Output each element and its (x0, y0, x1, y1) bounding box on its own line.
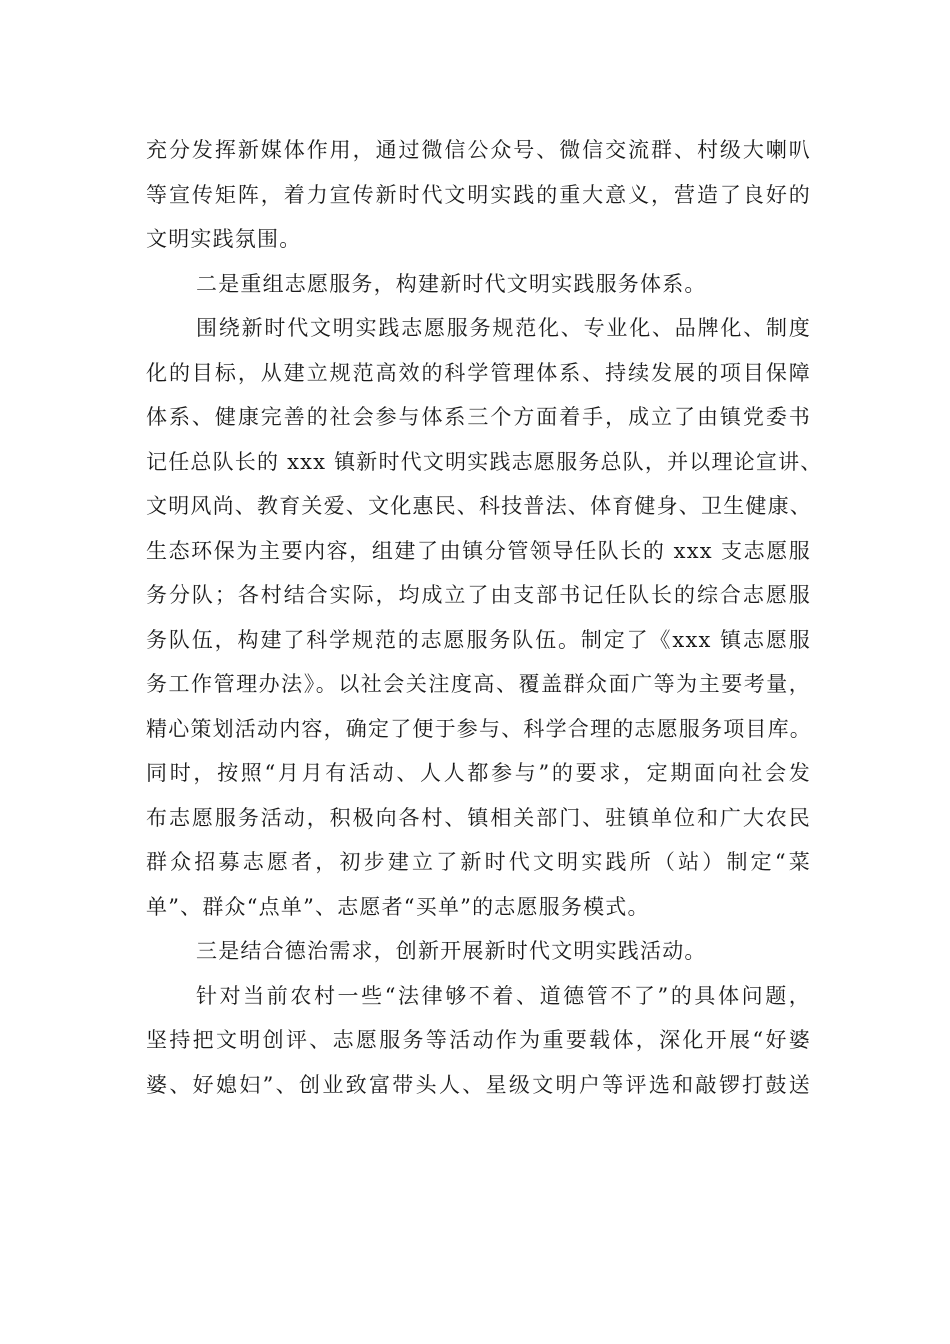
paragraph-line: 单”、群众“点单”、志愿者“买单”的志愿服务模式。 (146, 894, 650, 919)
paragraph-line: 针对当前农村一些“法律够不着、道德管不了”的具体问题， (196, 983, 811, 1008)
paragraph-line: 精心策划活动内容，确定了便于参与、科学合理的志愿服务项目库。 (146, 716, 812, 741)
paragraph-line: 文明风尚、教育关爱、文化惠民、科技普法、体育健身、卫生健康、 (146, 494, 812, 518)
paragraph-line: 充分发挥新媒体作用，通过微信公众号、微信交流群、村级大喇叭 (146, 138, 811, 162)
paragraph-line: 三是结合德治需求，创新开展新时代文明实践活动。 (196, 939, 707, 963)
paragraph-line: 坚持把文明创评、志愿服务等活动作为重要载体，深化开展“好婆 (146, 1028, 811, 1052)
paragraph-line: 等宣传矩阵，着力宣传新时代文明实践的重大意义，营造了良好的 (146, 182, 811, 207)
paragraph-line: 同时，按照“月月有活动、人人都参与”的要求，定期面向社会发 (146, 761, 811, 785)
document-body (146, 128, 823, 1107)
paragraph-line: 布志愿服务活动，积极向各村、镇相关部门、驻镇单位和广大农民 (146, 805, 811, 830)
paragraph-line: 二是重组志愿服务，构建新时代文明实践服务体系。 (196, 271, 707, 296)
paragraph-line: 务工作管理办法》。以社会关注度高、覆盖群众面广等为主要考量， (146, 672, 811, 696)
paragraph-line: 体系、健康完善的社会参与体系三个方面着手，成立了由镇党委书 (146, 405, 811, 429)
paragraph-line: 记任总队长的 xxx 镇新时代文明实践志愿服务总队，并以理论宣讲、 (146, 449, 823, 474)
paragraph-line: 文明实践氛围。 (146, 227, 302, 251)
paragraph-line: 化的目标，从建立规范高效的科学管理体系、持续发展的项目保障 (146, 360, 811, 385)
paragraph-line: 务分队；各村结合实际，均成立了由支部书记任队长的综合志愿服 (146, 583, 811, 607)
paragraph-line: 婆、好媳妇”、创业致富带头人、星级文明户等评选和敲锣打鼓送 (146, 1072, 811, 1097)
paragraph-line: 务队伍，构建了科学规范的志愿服务队伍。制定了《xxx 镇志愿服 (146, 627, 811, 652)
paragraph-line: 围绕新时代文明实践志愿服务规范化、专业化、品牌化、制度 (196, 316, 811, 340)
paragraph-line: 群众招募志愿者，初步建立了新时代文明实践所（站）制定“菜 (146, 850, 811, 874)
paragraph-line: 生态环保为主要内容，组建了由镇分管领导任队长的 xxx 支志愿服 (146, 538, 811, 563)
